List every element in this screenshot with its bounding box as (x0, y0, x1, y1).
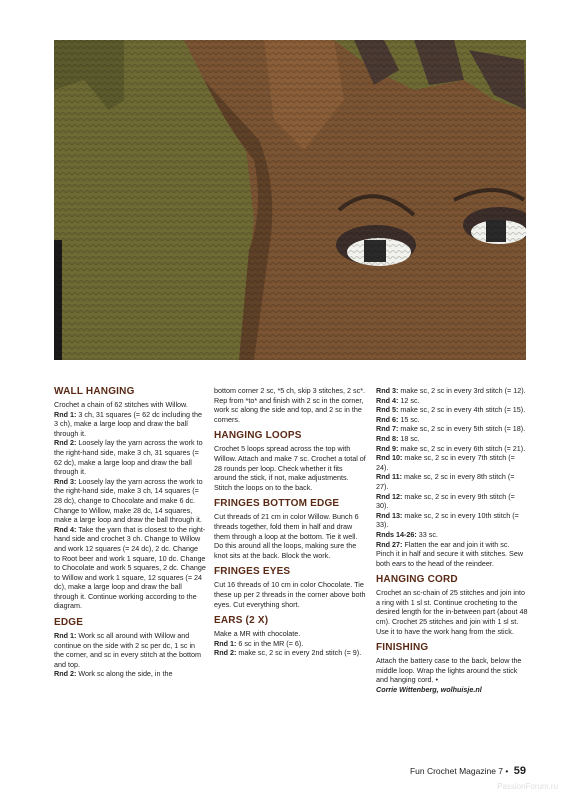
round-label: Rnd 11: (376, 472, 402, 482)
round-label: Rnd 6: (376, 414, 399, 424)
round-label: Rnd 2: (214, 648, 237, 658)
round-label: Rnd 1: (214, 638, 237, 648)
round-label: Rnd 7: (376, 424, 399, 434)
round-instruction (54, 669, 206, 679)
round-text: make sc, 2 sc in every 10th stitch (= 33). (376, 510, 519, 530)
round-label: Rnd 9: (376, 443, 399, 453)
section-hanging-cord (376, 574, 528, 636)
round-instruction (54, 438, 206, 476)
body-text: bottom corner 2 sc, *5 ch, skip 3 stitches, 2 sc*. Rep from *to* and finish with 2 sc in the corner, work sc along the side and top, and 2 sc in the corners. (214, 386, 366, 424)
column-right (376, 386, 528, 701)
round-text: 6 sc in the MR (= 6). (236, 638, 304, 648)
section-edge (54, 617, 206, 679)
round-label: Rnd 5: (376, 405, 399, 415)
round-label: Rnd 8: (376, 433, 399, 443)
round-text: Loosely lay the yarn across the work to the right-hand side, make 3 ch, 31 squares (= 62 dc), make a large loop and draw the ball through it. (54, 438, 203, 477)
round-instruction (54, 525, 206, 611)
body-text: Crochet 5 loops spread across the top with Willow. Attach and make 7 sc. Crochet a total of 28 rounds per loop. Check whether it fits around the stick, if not, make adjustments. Stitch the loops on to the back. (214, 444, 366, 492)
column-left (54, 386, 206, 685)
section-title: EARS (2 X) (214, 615, 269, 627)
round-instruction (54, 410, 206, 439)
section-title: FRINGES EYES (214, 566, 291, 578)
round-text: make sc, 2 sc in every 4th stitch (= 15). (398, 405, 526, 415)
round-instruction (376, 434, 528, 444)
round-instruction (376, 492, 528, 511)
round-label: Rnd 4: (376, 395, 399, 405)
column-middle (214, 386, 366, 664)
body-text: Crochet an sc-chain of 25 stitches and join into a ring with 1 sl st. Continue crocheting to the desired length for the in-between part (about 48 cm). Crochet 25 stitches and join with 1 sl st. Use it to have the work hang from the stick. (376, 588, 528, 636)
round-text: make sc, 2 sc in every 3rd stitch (= 12). (398, 386, 526, 395)
section-fringes-eyes (214, 566, 366, 609)
magazine-name: Fun Crochet Magazine 7 (409, 766, 504, 776)
round-label: Rnd 1: (54, 631, 77, 641)
author-credit: Corrie Wittenberg, wolhuisje.nl (376, 685, 482, 695)
round-text: Flatten the ear and join it with sc. Pinch it in half and secure it with stitches. Sew both ears to the head of the reindeer. (376, 539, 524, 568)
round-instruction (376, 405, 528, 415)
round-instruction (376, 453, 528, 472)
round-text: Work sc along the side, in the (76, 669, 173, 679)
footer-bullet: • (505, 766, 509, 776)
intro-text: Make a MR with chocolate. (214, 629, 301, 639)
round-instruction (376, 396, 528, 406)
body-text: Cut threads of 21 cm in color Willow. Bunch 6 threads together, fold them in half and draw them through a loop at the bottom. Tie it well. Do this around all the loops, making sure the knot sits at the back. Block the work. (214, 512, 359, 560)
section-title: HANGING CORD (376, 574, 458, 586)
section-ears-continued (376, 386, 528, 568)
round-text: make sc, 2 sc in every 5th stitch (= 18). (398, 424, 526, 434)
section-wall-hanging (54, 386, 206, 611)
reindeer-wall-hanging-photo (54, 40, 526, 360)
round-instruction (376, 415, 528, 425)
round-text: 33 sc. (416, 529, 438, 539)
section-hanging-loops (214, 430, 366, 492)
section-edge-continued (214, 386, 366, 424)
round-text: make sc, 2 sc in every 7th stitch (= 24). (376, 453, 515, 472)
round-text: Work sc all around with Willow and continue on the side with 2 sc per dc, 1 sc in the corner, and sc in every stitch at the bottom and top. (54, 631, 202, 669)
round-text: make sc, 2 sc in every 8th stitch (= 27). (376, 472, 515, 491)
round-instruction (214, 648, 366, 658)
round-instruction (376, 530, 528, 540)
round-text: 18 sc. (398, 433, 420, 443)
round-instruction (376, 386, 528, 396)
round-instruction (376, 424, 528, 434)
page-footer (380, 765, 526, 777)
round-text: make sc, 2 sc in every 9th stitch (= 30). (376, 491, 515, 511)
round-label: Rnd 3: (54, 476, 77, 486)
round-instruction (376, 511, 528, 530)
round-text: 3 ch, 31 squares (= 62 dc including the 3 ch), make a large loop and draw the ball through it. (54, 409, 203, 438)
round-instruction (376, 472, 528, 491)
section-finishing (376, 642, 528, 694)
crochet-photo-illustration (54, 40, 526, 360)
round-label: Rnd 27: (376, 539, 403, 549)
round-text: 15 sc. (398, 414, 420, 424)
section-ears (214, 615, 366, 658)
round-label: Rnd 10: (376, 453, 403, 463)
round-instruction (214, 639, 366, 649)
round-label: Rnd 3: (376, 386, 399, 395)
section-title: HANGING LOOPS (214, 430, 302, 442)
round-label: Rnd 2: (54, 669, 77, 679)
round-text: 12 sc. (398, 395, 420, 405)
round-label: Rnd 1: (54, 409, 77, 419)
round-label: Rnd 2: (54, 438, 77, 448)
body-text: Cut 16 threads of 10 cm in color Chocolate. Tie these up per 2 threads in the corner above both eyes. Cut everything short. (214, 580, 366, 609)
body-text: Attach the battery case to the back, below the middle loop. Wrap the lights around the stick and hanging cord. • (376, 656, 522, 685)
watermark: PassionForum.ru (497, 782, 558, 791)
round-instruction (376, 540, 528, 569)
round-label: Rnd 4: (54, 524, 77, 534)
section-fringes-bottom-edge (214, 498, 366, 560)
round-instruction (54, 477, 206, 525)
intro-text: Crochet a chain of 62 stitches with Willow. (54, 400, 188, 409)
round-text: Take the yarn that is closest to the right-hand side and crochet 3 ch. Change to Willow and work 12 squares (= 24 dc), 2 dc. Change to Root beer and work 1 square, 10 dc. Change to Chocolate and work 5 squares, 2 dc. Change to Willow and work 1 square, 12 squares (= 24 dc), make a large loop and draw the ball through it. Continue working according to the diagram. (54, 524, 206, 611)
round-label: Rnd 13: (376, 510, 403, 520)
round-text: make sc, 2 sc in every 2nd stitch (= 9). (236, 648, 362, 658)
section-title: FINISHING (376, 642, 429, 654)
section-title: FRINGES BOTTOM EDGE (214, 498, 340, 510)
round-label: Rnd 12: (376, 491, 403, 501)
page-number: 59 (513, 765, 526, 777)
section-title: WALL HANGING (54, 386, 135, 397)
round-text: Loosely lay the yarn across the work to the right-hand side, make 3 ch, 14 squares (= 28 dc), change to Chocolate and make 6 dc. Change to Willow, make 28 dc, 14 squares, make a large loop and draw the ball through it. (54, 476, 203, 525)
round-text: make sc, 2 sc in every 6th stitch (= 21). (398, 443, 526, 453)
round-instruction (54, 631, 206, 669)
round-instruction (376, 444, 528, 454)
round-label: Rnds 14-26: (376, 529, 417, 539)
section-title: EDGE (54, 617, 84, 629)
